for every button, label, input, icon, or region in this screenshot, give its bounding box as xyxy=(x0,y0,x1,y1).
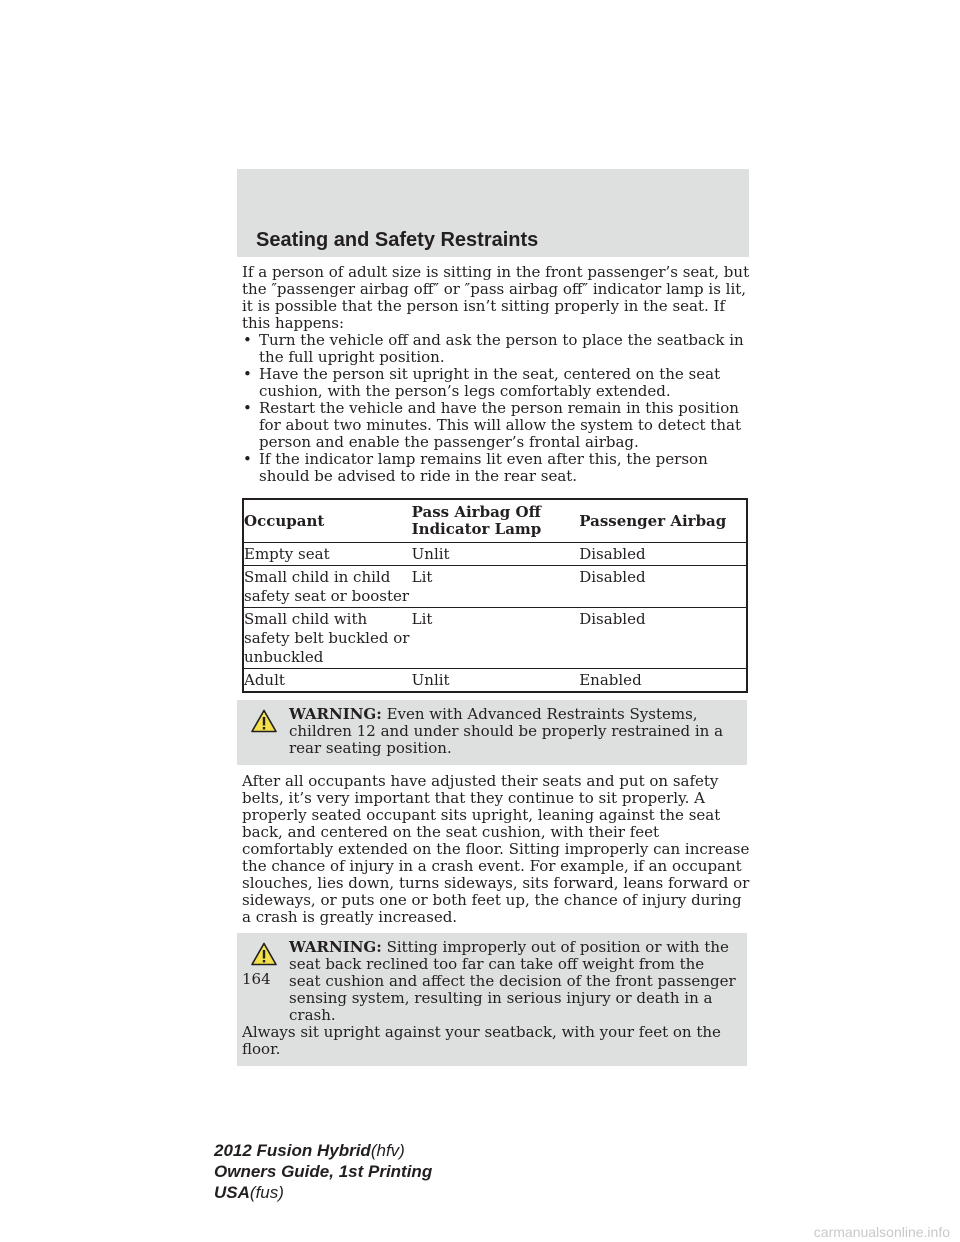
table-row xyxy=(243,566,747,608)
list-item xyxy=(242,366,752,400)
column-header-occupant: Occupant xyxy=(243,499,412,543)
list-item-text: Have the person sit upright in the seat, centered on the seat cushion, with the person’s legs comfortably extended. xyxy=(259,365,721,400)
section-header xyxy=(237,169,749,257)
table-cell: Lit xyxy=(412,566,580,608)
list-item-text: Restart the vehicle and have the person remain in this position for about two minutes. This will allow the system to detect that person and enable the passenger’s frontal airbag. xyxy=(259,399,741,451)
warning-box xyxy=(237,933,747,1066)
bullet-mark: • xyxy=(243,365,252,383)
table-cell: Adult xyxy=(243,669,412,693)
table-row xyxy=(243,669,747,693)
warning-text: Even with Advanced Restraints Systems, children 12 and under should be properly restrained in a rear seating position. xyxy=(289,705,724,757)
column-header-passenger-airbag: Passenger Airbag xyxy=(579,499,747,543)
warning-extra-line: Always sit upright against your seatback, with your feet on the floor. xyxy=(242,1023,721,1058)
footer-line xyxy=(214,1161,432,1182)
table-cell: Enabled xyxy=(579,669,747,693)
warning-label: WARNING: xyxy=(289,938,382,956)
warning-label: WARNING: xyxy=(289,705,382,723)
footer-line xyxy=(214,1140,432,1161)
warning-triangle-icon xyxy=(251,709,277,733)
bullet-mark: • xyxy=(243,399,252,417)
table-cell: Small child with safety belt buckled or unbuckled xyxy=(243,608,412,669)
document-footer xyxy=(214,1140,432,1203)
footer-light-text: (fus) xyxy=(249,1183,284,1202)
column-header-indicator-lamp: Pass Airbag Off Indicator Lamp xyxy=(412,499,580,543)
footer-bold-text: 2012 Fusion Hybrid xyxy=(214,1141,371,1160)
table-cell: Unlit xyxy=(412,669,580,693)
watermark: carmanualsonline.info xyxy=(813,1224,950,1240)
table-cell: Disabled xyxy=(579,566,747,608)
table-cell: Empty seat xyxy=(243,543,412,566)
warning-message xyxy=(242,706,737,757)
table-cell: Disabled xyxy=(579,543,747,566)
list-item-text: Turn the vehicle off and ask the person to place the seatback in the full upright position. xyxy=(259,331,744,366)
list-item-text: If the indicator lamp remains lit even after this, the person should be advised to ride in the rear seat. xyxy=(259,450,708,485)
list-item xyxy=(242,332,752,366)
footer-light-text: (hfv) xyxy=(370,1141,405,1160)
warning-triangle-icon xyxy=(251,942,277,966)
instruction-list xyxy=(242,332,752,485)
warning-text: Sitting improperly out of position or with the seat back reclined too far can take off weight from the seat cushion and affect the decision of the front passenger sensing system, resulting in serious injury or death in a crash. xyxy=(289,938,736,1024)
warning-box xyxy=(237,700,747,765)
table-cell: Unlit xyxy=(412,543,580,566)
table-row xyxy=(243,608,747,669)
airbag-status-table xyxy=(242,498,748,693)
page-content xyxy=(242,264,752,1066)
bullet-mark: • xyxy=(243,331,252,349)
table-cell: Lit xyxy=(412,608,580,669)
page-number: 164 xyxy=(242,970,271,988)
footer-bold-text: Owners Guide, 1st Printing xyxy=(214,1162,433,1181)
footer-line xyxy=(214,1182,432,1203)
section-title: Seating and Safety Restraints xyxy=(256,229,539,251)
warning-message xyxy=(242,939,737,1024)
table-cell: Disabled xyxy=(579,608,747,669)
list-item xyxy=(242,400,752,451)
footer-bold-text: USA xyxy=(214,1183,250,1202)
body-paragraph: After all occupants have adjusted their seats and put on safety belts, it’s very important that they continue to sit properly. A properly seated occupant sits upright, leaning against the seat back, and centered on the seat cushion, with their feet comfortably extended on the floor. Sitting improperly can increase the chance of injury in a crash event. For example, if an occupant slouches, lies down, turns sideways, sits forward, leans forward or sideways, or puts one or both feet up, the chance of injury during a crash is greatly increased. xyxy=(242,772,750,926)
intro-paragraph: If a person of adult size is sitting in the front passenger’s seat, but the ″passenger airbag off″ or ″pass airbag off″ indicator lamp is lit, it is possible that the person isn’t sitting properly in the seat. If this happens: xyxy=(242,263,750,332)
bullet-mark: • xyxy=(243,450,252,468)
table-header-row xyxy=(243,499,747,543)
table-row xyxy=(243,543,747,566)
list-item xyxy=(242,451,752,485)
table-cell: Small child in child safety seat or booster xyxy=(243,566,412,608)
